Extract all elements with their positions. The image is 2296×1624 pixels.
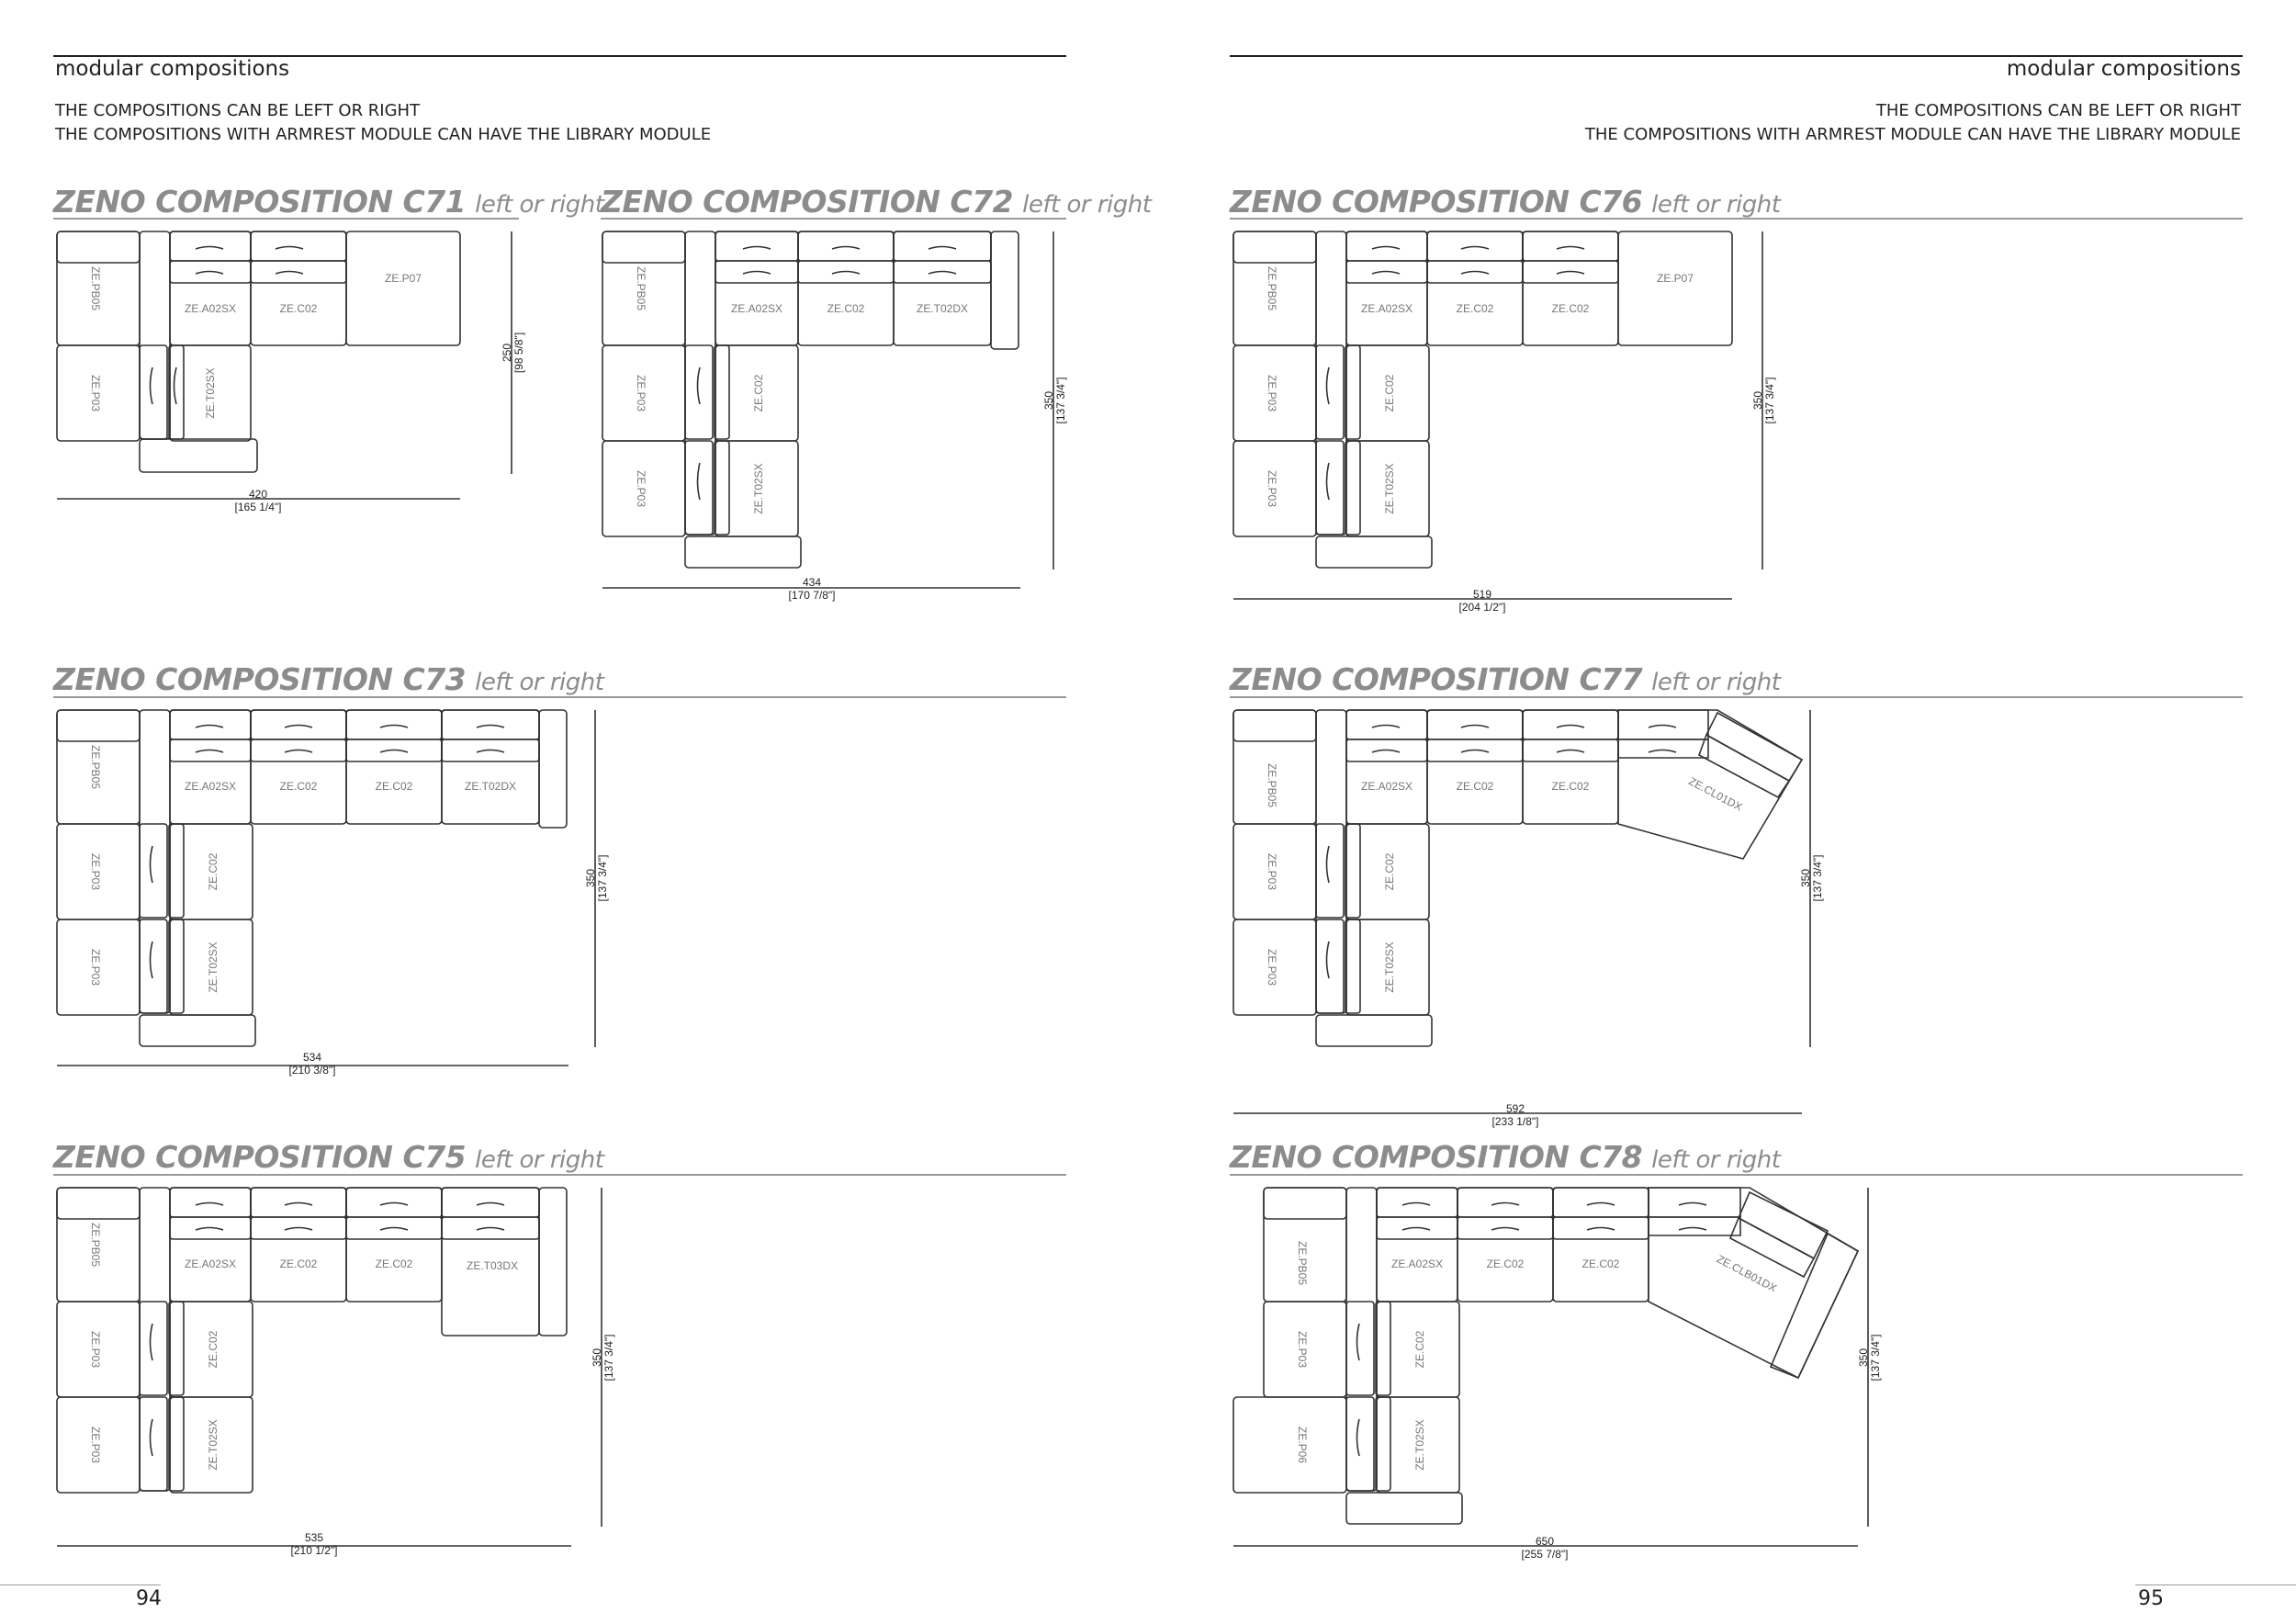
dimension-depth: 350 — [1857, 1348, 1870, 1368]
cushion-wave — [1357, 1324, 1360, 1360]
cushion-wave — [380, 750, 408, 753]
module-label: ZE.T02SX — [1383, 942, 1396, 993]
cushion-wave — [1327, 367, 1330, 404]
subtitle-c77: left or right — [1651, 669, 1781, 696]
module-block — [251, 1188, 346, 1302]
dimension-width: 434 — [802, 576, 822, 589]
right-note-line-2: THE COMPOSITIONS WITH ARMREST MODULE CAN HAVE THE LIBRARY MODULE — [1584, 125, 2241, 144]
cushion-block — [685, 345, 713, 439]
title-c78: ZENO COMPOSITION C78 left or right — [1230, 1139, 1781, 1175]
module-block — [539, 1188, 567, 1336]
cushion-wave — [1679, 1228, 1706, 1231]
cushion-block — [140, 919, 167, 1013]
cushion-wave — [1372, 272, 1400, 275]
left-header: modular compositions — [55, 57, 290, 81]
cushion-wave — [1327, 942, 1330, 978]
cushion-wave — [285, 1203, 312, 1206]
cushion-wave — [1491, 1228, 1519, 1231]
cushion-wave — [1461, 726, 1489, 728]
left-note-line-1: THE COMPOSITIONS CAN BE LEFT OR RIGHT — [55, 101, 421, 120]
module-label: ZE.PB05 — [89, 744, 102, 790]
dimension-width: 420 — [248, 488, 268, 501]
dimension-width-in: [165 1/4"] — [234, 501, 282, 513]
dimension-depth: 350 — [1042, 390, 1055, 411]
module-block — [1523, 231, 1618, 345]
module-label: ZE.PB05 — [89, 1222, 102, 1268]
module-label: ZE.P03 — [635, 469, 647, 508]
cushion-wave — [743, 272, 771, 275]
module-label: ZE.PB05 — [1296, 1240, 1309, 1286]
plan-c71 — [57, 231, 525, 513]
module-block — [991, 231, 1019, 349]
subtitle-c75: left or right — [475, 1146, 604, 1174]
module-block — [140, 710, 170, 1013]
module-label: ZE.P03 — [89, 1426, 102, 1464]
dimension-depth-in: [137 3/4"] — [1054, 377, 1067, 424]
module-label: ZE.P03 — [89, 948, 102, 987]
cushion-block — [1706, 713, 1802, 781]
module-label: ZE.CL01DX — [1686, 774, 1745, 814]
cushion-wave — [698, 367, 701, 404]
module-label: ZE.T02SX — [1413, 1419, 1426, 1471]
cushion-wave — [1372, 750, 1400, 753]
module-label: ZE.PB05 — [635, 265, 647, 311]
cushion-wave — [1557, 750, 1584, 753]
cushion-wave — [1461, 247, 1489, 250]
title-c76: ZENO COMPOSITION C76 left or right — [1230, 184, 1781, 220]
module-block — [1316, 231, 1346, 535]
dimension-width: 650 — [1535, 1535, 1555, 1548]
cushion-block — [140, 1302, 167, 1395]
left-note-line-2: THE COMPOSITIONS WITH ARMREST MODULE CAN HAVE THE LIBRARY MODULE — [55, 125, 712, 144]
module-block — [57, 231, 140, 263]
module-block — [170, 1188, 251, 1302]
module-label: ZE.P07 — [384, 272, 422, 285]
cushion-wave — [380, 726, 408, 728]
module-label: ZE.C02 — [375, 1257, 413, 1270]
module-label: ZE.T02DX — [464, 780, 517, 793]
module-label: ZE.P03 — [1266, 469, 1278, 508]
right-header: modular compositions — [2006, 57, 2241, 81]
module-label: ZE.T02SX — [204, 367, 217, 419]
module-block — [442, 710, 539, 824]
cushion-wave — [477, 726, 504, 728]
title-c72: ZENO COMPOSITION C72 left or right — [601, 184, 1152, 220]
module-block — [1346, 1493, 1462, 1524]
cushion-block — [140, 345, 167, 439]
module-label: ZE.P06 — [1296, 1426, 1309, 1464]
right-note-line-1: THE COMPOSITIONS CAN BE LEFT OR RIGHT — [1875, 101, 2241, 120]
module-label: ZE.C02 — [752, 374, 765, 412]
dimension-width: 592 — [1505, 1102, 1525, 1115]
module-label: ZE.T02SX — [207, 942, 219, 993]
cushion-block — [1345, 919, 1360, 1013]
dimension-width-in: [210 3/8"] — [288, 1064, 336, 1077]
plan-c76 — [1233, 231, 1776, 614]
module-label: ZE.P03 — [89, 374, 102, 412]
cushion-block — [140, 824, 167, 918]
module-label: ZE.P03 — [89, 852, 102, 891]
cushion-block — [169, 1302, 184, 1395]
cushion-block — [715, 345, 729, 439]
module-label: ZE.A02SX — [730, 302, 783, 315]
dimension-depth-in: [98 5/8"] — [512, 332, 525, 374]
module-label: ZE.C02 — [375, 780, 413, 793]
cushion-block — [169, 919, 184, 1013]
cushion-wave — [929, 272, 956, 275]
cushion-wave — [477, 1228, 504, 1231]
dimension-depth: 350 — [591, 1348, 603, 1368]
cushion-wave — [380, 1203, 408, 1206]
plan-c75 — [57, 1188, 615, 1557]
module-label: ZE.A02SX — [1390, 1257, 1444, 1270]
cushion-wave — [743, 247, 771, 250]
cushion-block — [1345, 824, 1360, 918]
subtitle-c71: left or right — [475, 191, 604, 219]
cushion-wave — [1679, 1203, 1706, 1206]
module-label: ZE.A02SX — [184, 1257, 237, 1270]
module-label: ZE.CLB01DX — [1714, 1252, 1779, 1295]
module-label: ZE.PB05 — [89, 265, 102, 311]
module-block — [251, 231, 346, 345]
module-label: ZE.C02 — [279, 1257, 318, 1270]
module-label: ZE.A02SX — [184, 302, 237, 315]
module-block — [57, 1188, 140, 1219]
cushion-wave — [1557, 272, 1584, 275]
cushion-block — [1649, 1217, 1740, 1235]
module-block — [1458, 1188, 1553, 1302]
module-label: ZE.C02 — [1456, 780, 1494, 793]
module-block — [602, 231, 685, 263]
cushion-wave — [1491, 1203, 1519, 1206]
dimension-depth: 350 — [1751, 390, 1764, 411]
cushion-block — [1346, 1302, 1374, 1395]
module-label: ZE.P03 — [1266, 948, 1278, 987]
plan-c72 — [602, 231, 1067, 602]
cushion-wave — [1372, 726, 1400, 728]
cushion-wave — [151, 942, 153, 978]
module-label: ZE.A02SX — [1360, 780, 1413, 793]
cushion-wave — [196, 247, 223, 250]
module-label: ZE.T02SX — [207, 1419, 219, 1471]
plan-c77 — [1233, 710, 1824, 1128]
cushion-wave — [151, 367, 153, 404]
dimension-width: 535 — [304, 1531, 324, 1544]
cushion-block — [169, 345, 184, 439]
cushion-block — [1316, 919, 1344, 1013]
cushion-wave — [1372, 247, 1400, 250]
cushion-wave — [1402, 1228, 1430, 1231]
cushion-wave — [1557, 247, 1584, 250]
cushion-wave — [276, 272, 303, 275]
cushion-wave — [285, 750, 312, 753]
module-label: ZE.P07 — [1656, 272, 1694, 285]
module-block — [1427, 231, 1523, 345]
module-label: ZE.C02 — [207, 852, 219, 891]
dimension-width-in: [255 7/8"] — [1521, 1548, 1569, 1561]
cushion-wave — [196, 272, 223, 275]
module-block — [140, 439, 257, 472]
module-block — [1377, 1188, 1458, 1302]
title-c77: ZENO COMPOSITION C77 left or right — [1230, 661, 1781, 697]
module-block — [346, 710, 442, 824]
module-block — [685, 231, 715, 535]
right-page-number: 95 — [2138, 1587, 2164, 1610]
cushion-wave — [1587, 1203, 1615, 1206]
module-label: ZE.P03 — [1266, 374, 1278, 412]
module-block — [1346, 710, 1427, 824]
title-c71: ZENO COMPOSITION C71 left or right — [53, 184, 604, 220]
cushion-wave — [1649, 726, 1676, 728]
cushion-block — [1316, 824, 1344, 918]
cushion-wave — [151, 846, 153, 883]
cushion-wave — [1327, 463, 1330, 500]
module-label: ZE.C02 — [279, 780, 318, 793]
cushion-wave — [929, 247, 956, 250]
subtitle-c78: left or right — [1651, 1146, 1781, 1174]
module-block — [1316, 710, 1346, 1013]
module-label: ZE.C02 — [827, 302, 865, 315]
plan-c73 — [57, 710, 609, 1077]
module-block — [1264, 1188, 1346, 1219]
module-block — [1233, 231, 1316, 263]
module-block — [57, 710, 140, 741]
module-label: ZE.C02 — [207, 1330, 219, 1369]
module-label: ZE.T02SX — [1383, 463, 1396, 514]
cushion-block — [685, 441, 713, 535]
cushion-wave — [380, 1228, 408, 1231]
dimension-width: 534 — [302, 1051, 322, 1064]
dimension-width-in: [233 1/8"] — [1491, 1115, 1539, 1128]
cushion-wave — [1649, 750, 1676, 753]
module-label: ZE.C02 — [1383, 852, 1396, 891]
cushion-wave — [1327, 846, 1330, 883]
module-label: ZE.A02SX — [184, 780, 237, 793]
cushion-wave — [477, 750, 504, 753]
dimension-depth-in: [137 3/4"] — [1763, 377, 1776, 424]
cushion-wave — [1402, 1203, 1430, 1206]
module-block — [1233, 1397, 1346, 1493]
module-label: ZE.P03 — [89, 1330, 102, 1369]
module-block — [798, 231, 894, 345]
cushion-block — [1346, 1397, 1374, 1491]
plan-c78 — [1233, 1188, 1882, 1561]
module-block — [170, 710, 251, 824]
cushion-wave — [1461, 272, 1489, 275]
module-label: ZE.P03 — [1266, 852, 1278, 891]
module-label: ZE.C02 — [279, 302, 318, 315]
title-c75: ZENO COMPOSITION C75 left or right — [53, 1139, 604, 1175]
cushion-block — [1316, 441, 1344, 535]
module-block — [1523, 710, 1618, 824]
module-block — [685, 536, 801, 568]
cushion-wave — [174, 367, 177, 404]
subtitle-c73: left or right — [475, 669, 604, 696]
module-label: ZE.C02 — [1383, 374, 1396, 412]
cushion-block — [1618, 739, 1708, 758]
cushion-wave — [1557, 726, 1584, 728]
cushion-block — [1345, 345, 1360, 439]
cushion-block — [169, 1397, 184, 1491]
dimension-depth-in: [137 3/4"] — [602, 1334, 615, 1382]
cushion-wave — [477, 1203, 504, 1206]
dimension-width-in: [170 7/8"] — [788, 589, 836, 602]
dimension-depth-in: [137 3/4"] — [1869, 1334, 1882, 1382]
module-block — [140, 1188, 170, 1491]
module-label: ZE.C02 — [1456, 302, 1494, 315]
cushion-wave — [196, 1203, 223, 1206]
module-label: ZE.T02SX — [752, 463, 765, 514]
subtitle-c72: left or right — [1022, 191, 1152, 219]
cushion-block — [1316, 345, 1344, 439]
module-block — [539, 710, 567, 828]
cushion-block — [1376, 1302, 1390, 1395]
module-block — [140, 1015, 255, 1046]
dimension-width-in: [210 1/2"] — [290, 1544, 338, 1557]
module-label: ZE.P03 — [1296, 1330, 1309, 1369]
module-block — [1233, 710, 1316, 741]
module-label: ZE.C02 — [1551, 780, 1590, 793]
module-label: ZE.C02 — [1581, 1257, 1620, 1270]
module-block — [1553, 1188, 1649, 1302]
module-block — [346, 231, 460, 345]
dimension-width: 519 — [1472, 588, 1492, 601]
cushion-wave — [151, 1324, 153, 1360]
module-label: ZE.PB05 — [1266, 265, 1278, 311]
cushion-wave — [285, 1228, 312, 1231]
left-page-number: 94 — [136, 1587, 162, 1610]
dimension-depth: 350 — [1799, 868, 1812, 888]
cushion-block — [169, 824, 184, 918]
dimension-depth-in: [137 3/4"] — [596, 854, 609, 902]
module-label: ZE.PB05 — [1266, 762, 1278, 808]
cushion-wave — [196, 726, 223, 728]
cushion-wave — [196, 750, 223, 753]
module-label: ZE.P03 — [635, 374, 647, 412]
cushion-wave — [832, 272, 860, 275]
dimension-depth: 350 — [584, 868, 597, 888]
cushion-wave — [285, 726, 312, 728]
dimension-depth: 250 — [501, 343, 513, 363]
module-block — [1346, 1188, 1377, 1491]
module-label: ZE.A02SX — [1360, 302, 1413, 315]
module-label: ZE.T02DX — [916, 302, 969, 315]
cushion-wave — [276, 247, 303, 250]
module-block — [1346, 231, 1427, 345]
module-block — [1771, 1234, 1858, 1378]
module-label: ZE.C02 — [1486, 1257, 1525, 1270]
dimension-depth-in: [137 3/4"] — [1811, 854, 1824, 902]
cushion-block — [715, 441, 729, 535]
cushion-wave — [1357, 1419, 1360, 1456]
module-block — [1618, 231, 1732, 345]
subtitle-c76: left or right — [1651, 191, 1781, 219]
dimension-width-in: [204 1/2"] — [1458, 601, 1506, 614]
module-block — [894, 231, 991, 345]
module-block — [715, 231, 798, 345]
module-block — [1427, 710, 1523, 824]
cushion-block — [251, 231, 346, 261]
module-block — [1316, 536, 1432, 568]
module-label: ZE.T03DX — [466, 1259, 519, 1272]
cushion-block — [140, 1397, 167, 1491]
module-block — [1316, 1015, 1432, 1046]
cushion-wave — [1461, 750, 1489, 753]
module-block — [170, 231, 251, 345]
cushion-wave — [196, 1228, 223, 1231]
module-block — [140, 231, 170, 439]
cushion-wave — [832, 247, 860, 250]
cushion-wave — [1587, 1228, 1615, 1231]
cushion-wave — [698, 463, 701, 500]
cushion-block — [1376, 1397, 1390, 1491]
module-label: ZE.C02 — [1413, 1330, 1426, 1369]
module-block — [251, 710, 346, 824]
title-c73: ZENO COMPOSITION C73 left or right — [53, 661, 604, 697]
module-block — [346, 1188, 442, 1302]
cushion-block — [1345, 441, 1360, 535]
cushion-wave — [151, 1419, 153, 1456]
module-label: ZE.C02 — [1551, 302, 1590, 315]
